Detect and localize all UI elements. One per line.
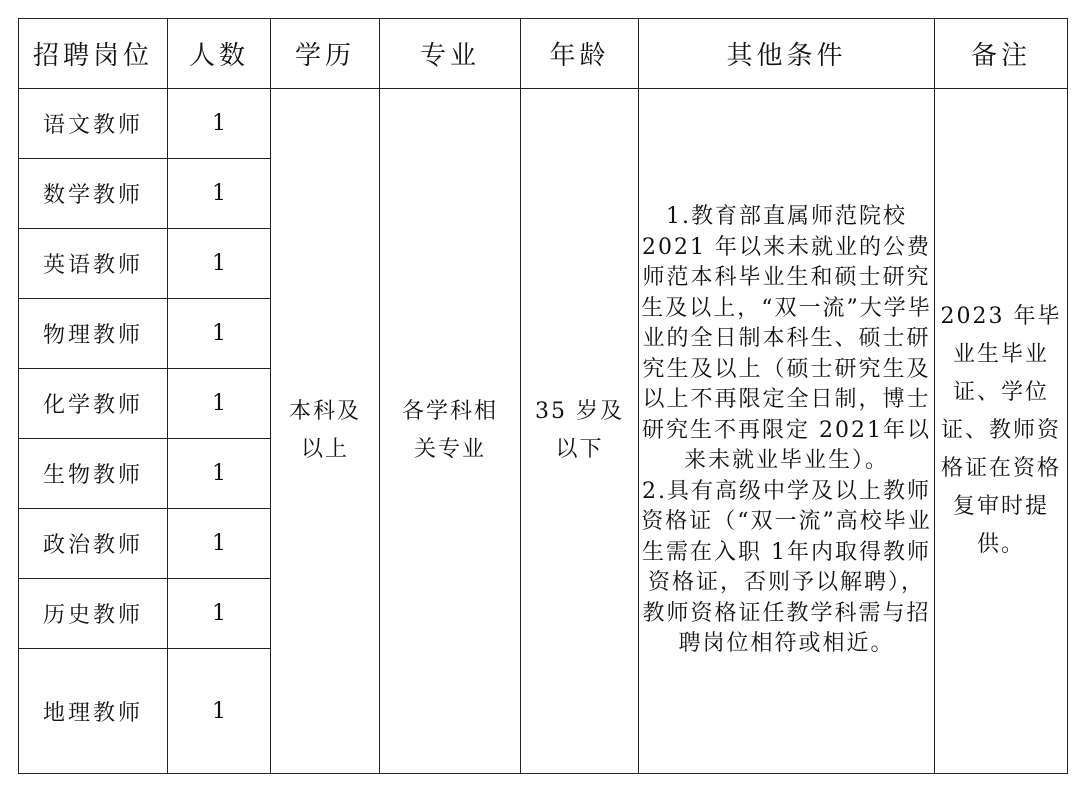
education-line: 本科及 — [288, 399, 361, 424]
count-cell: 1 — [168, 439, 271, 509]
major-cell — [380, 89, 521, 774]
count-cell: 1 — [168, 159, 271, 229]
position-cell: 数学教师 — [19, 159, 168, 229]
position-cell: 化学教师 — [19, 369, 168, 439]
header-remark: 备注 — [935, 19, 1068, 89]
age-line: 35 岁及 — [535, 399, 624, 424]
count-cell: 1 — [168, 89, 271, 159]
count-cell: 1 — [168, 369, 271, 439]
header-row — [19, 19, 1068, 89]
education-cell — [271, 89, 380, 774]
header-position: 招聘岗位 — [19, 19, 168, 89]
table-row — [19, 89, 1068, 159]
age-cell — [521, 89, 639, 774]
position-cell: 地理教师 — [19, 649, 168, 774]
position-cell: 生物教师 — [19, 439, 168, 509]
position-cell: 物理教师 — [19, 299, 168, 369]
count-cell: 1 — [168, 579, 271, 649]
count-cell: 1 — [168, 509, 271, 579]
remark-cell: 2023 年毕业生毕业证、学位证、教师资格证在资格复审时提供。 — [935, 89, 1068, 774]
major-line: 关专业 — [413, 437, 486, 462]
condition-item-2: 2.具有高级中学及以上教师资格证（“双一流”高校毕业生需在入职 1年内取得教师资格证，否则予以解聘），教师资格证任教学科需与招聘岗位相符或相近。 — [641, 478, 932, 657]
position-cell: 语文教师 — [19, 89, 168, 159]
position-cell: 政治教师 — [19, 509, 168, 579]
education-line: 以上 — [300, 437, 349, 462]
recruitment-table — [18, 18, 1068, 774]
count-cell: 1 — [168, 299, 271, 369]
condition-item-1: 1.教育部直属师范院校2021 年以来未就业的公费师范本科毕业生和硕士研究生及以上，“双一流”大学毕业的全日制本科生、硕士研究生及以上（硕士研究生及以上不再限定全日制，博士研究生不再限定 2021年以来未就业毕业生）。 — [641, 204, 932, 474]
header-age: 年龄 — [521, 19, 639, 89]
header-other-conditions: 其他条件 — [639, 19, 935, 89]
major-line: 各学科相 — [401, 399, 498, 424]
header-major: 专业 — [380, 19, 521, 89]
position-cell: 历史教师 — [19, 579, 168, 649]
header-education: 学历 — [271, 19, 380, 89]
position-cell: 英语教师 — [19, 229, 168, 299]
other-conditions-cell — [639, 89, 935, 774]
count-cell: 1 — [168, 649, 271, 774]
age-line: 以下 — [555, 437, 604, 462]
count-cell: 1 — [168, 229, 271, 299]
header-count: 人数 — [168, 19, 271, 89]
